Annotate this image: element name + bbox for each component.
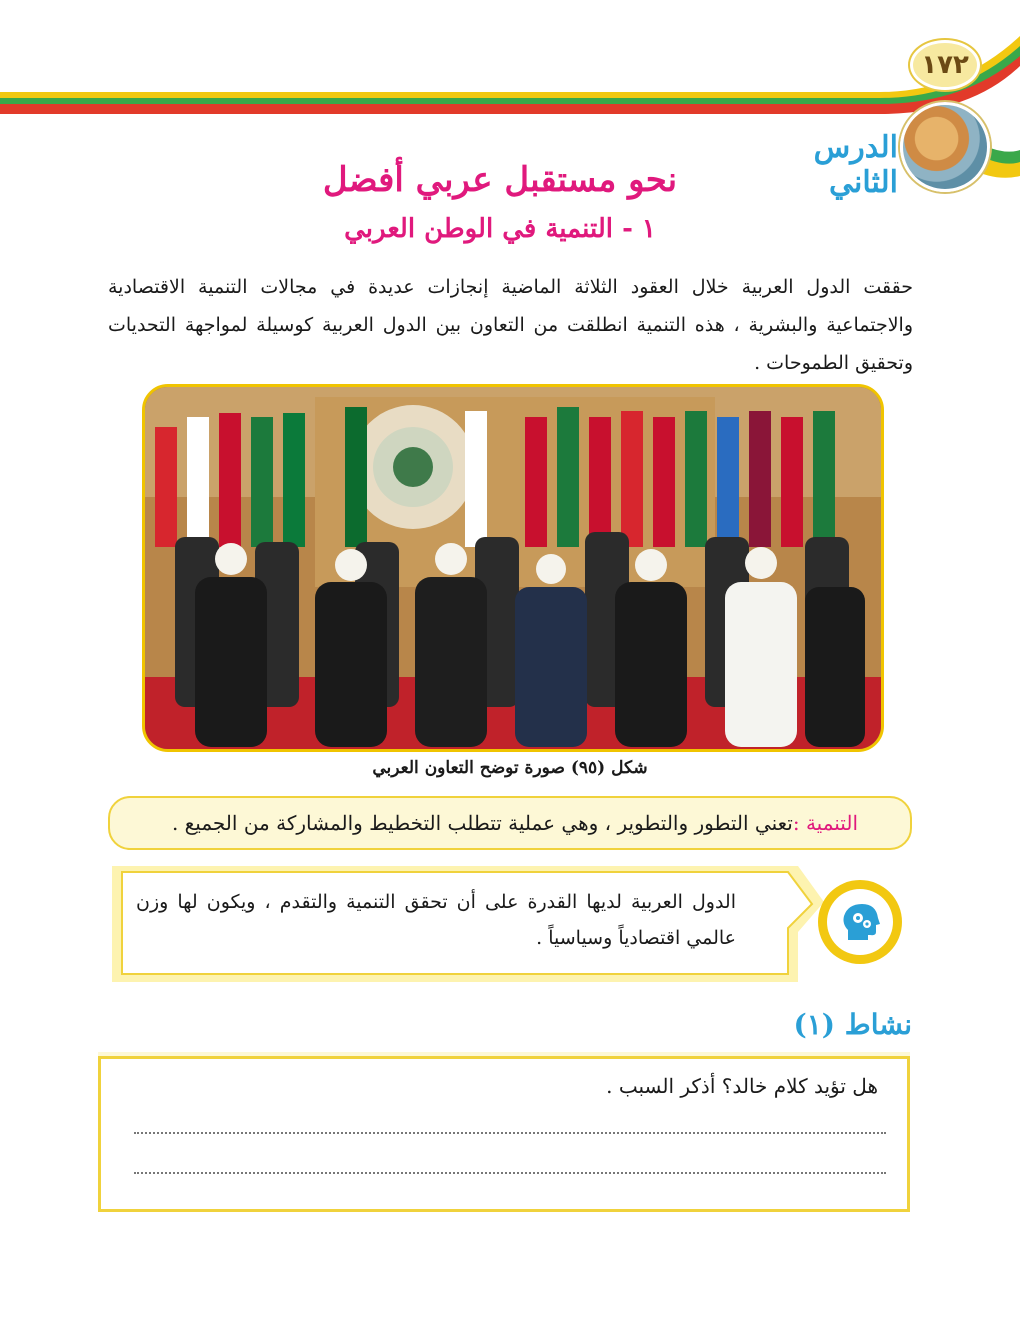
activity-title: نشاط (١) [793, 1008, 912, 1041]
answer-line-2[interactable] [134, 1172, 886, 1174]
definition-term: التنمية : [792, 811, 858, 835]
intro-paragraph: حققت الدول العربية خلال العقود الثلاثة الماضية إنجازات عديدة في مجالات التنمية الاقتصادية والاجتماعية والبشرية ، هذه التنمية انطلقت من التعاون بين الدول العربية كوسيلة لمواجهة التحديات وتحقيق الطموحات . [108, 276, 913, 374]
definition-text: تعني التطور والتطوير ، وهي عملية تتطلب التخطيط والمشاركة من الجميع . [171, 811, 793, 835]
main-title: نحو مستقبل عربي أفضل [322, 160, 678, 200]
page-number: ١٧٢ [910, 40, 980, 90]
summit-photo [142, 384, 884, 752]
arabia-map-icon [900, 102, 990, 192]
section-title: ١ - التنمية في الوطن العربي [344, 214, 656, 244]
answer-line-1[interactable] [134, 1132, 886, 1134]
lesson-label: الدرس الثاني [813, 130, 898, 200]
figure-caption: شكل (٩٥) صورة توضح التعاون العربي [372, 758, 648, 778]
definition-box [108, 796, 912, 850]
head-gears-icon [818, 880, 902, 964]
thought-box-text: الدول العربية لديها القدرة على أن تحقق التنمية والتقدم ، ويكون لها وزن عالمي اقتصادياً وسياسياً . [136, 891, 736, 949]
activity-question: هل تؤيد كلام خالد؟ أذكر السبب . [606, 1074, 878, 1098]
